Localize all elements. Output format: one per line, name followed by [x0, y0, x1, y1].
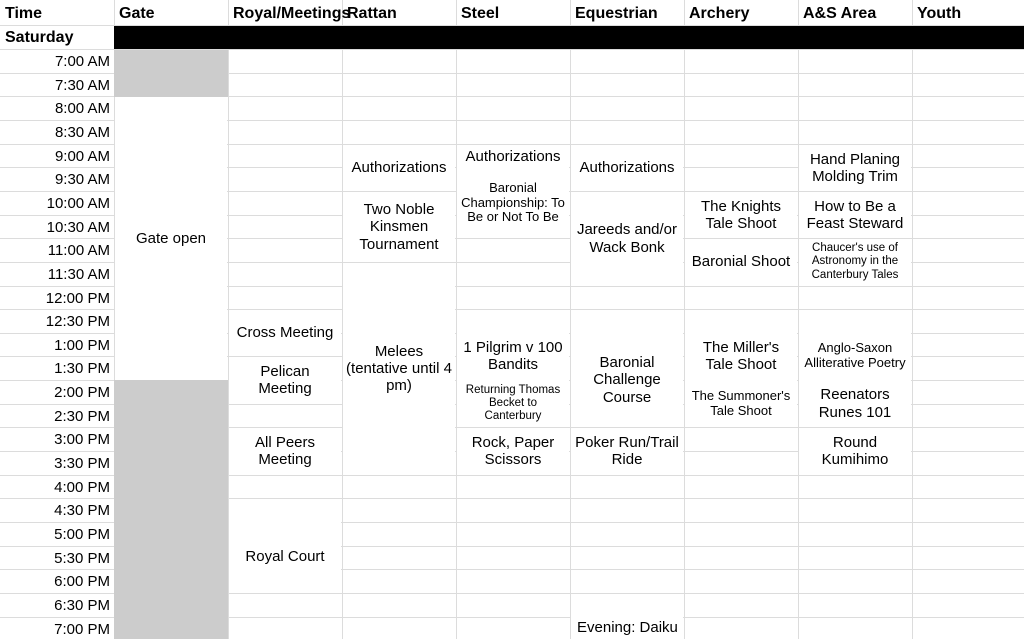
rock-paper-scissors-cell[interactable]: Rock, Paper Scissors — [457, 428, 569, 474]
day-label[interactable]: Saturday — [5, 29, 74, 46]
pilgrim-bandits-cell[interactable]: 1 Pilgrim v 100 Bandits — [457, 333, 569, 379]
time-label[interactable]: 9:30 AM — [54, 171, 110, 188]
royal-court-cell[interactable]: Royal Court — [229, 522, 341, 592]
time-label[interactable]: 11:00 AM — [47, 242, 110, 259]
steel-authorizations-cell[interactable]: Authorizations — [457, 145, 569, 168]
time-label[interactable]: 6:00 PM — [54, 573, 110, 590]
time-label[interactable]: 5:30 PM — [54, 550, 110, 567]
chaucer-astronomy-cell[interactable]: Chaucer's use of Astronomy in the Canterbury Tales — [799, 239, 911, 285]
time-label[interactable]: 9:00 AM — [54, 148, 110, 165]
jareeds-cell[interactable]: Jareeds and/or Wack Bonk — [571, 192, 683, 285]
time-label[interactable]: 2:30 PM — [54, 408, 110, 425]
round-kumihimo-cell[interactable]: Round Kumihimo — [799, 428, 911, 474]
baronial-challenge-cell[interactable]: Baronial Challenge Course — [571, 333, 683, 427]
header-as-area[interactable]: A&S Area — [803, 5, 877, 22]
time-label[interactable]: 3:00 PM — [54, 431, 110, 448]
time-label[interactable]: 12:00 PM — [45, 290, 110, 307]
returning-becket-cell[interactable]: Returning Thomas Becket to Canterbury — [457, 380, 569, 427]
time-label[interactable]: 7:00 PM — [54, 621, 110, 638]
header-gate[interactable]: Gate — [119, 5, 155, 22]
time-label[interactable]: 12:30 PM — [45, 313, 110, 330]
millers-tale-cell[interactable]: The Miller's Tale Shoot — [685, 333, 797, 379]
time-label[interactable]: 4:00 PM — [54, 479, 110, 496]
baronial-championship-cell[interactable]: Baronial Championship: To Be or Not To Be — [457, 168, 569, 238]
gate-closed-afternoon[interactable] — [114, 380, 228, 639]
anglo-saxon-cell[interactable]: Anglo-Saxon Alliterative Poetry — [799, 333, 911, 379]
time-label[interactable]: 1:30 PM — [54, 360, 110, 377]
pelican-meeting-cell[interactable]: Pelican Meeting — [229, 357, 341, 403]
gate-closed-morning[interactable] — [114, 50, 228, 97]
time-label[interactable]: 8:30 AM — [54, 124, 110, 141]
time-label[interactable]: 6:30 PM — [54, 597, 110, 614]
header-archery[interactable]: Archery — [689, 5, 750, 22]
header-youth[interactable]: Youth — [917, 5, 962, 22]
time-label[interactable]: 10:00 AM — [46, 195, 110, 212]
hand-planing-cell[interactable]: Hand Planing Molding Trim — [799, 145, 911, 191]
time-label[interactable]: 2:00 PM — [54, 384, 110, 401]
time-label[interactable]: 10:30 AM — [46, 219, 110, 236]
summoners-tale-cell[interactable]: The Summoner's Tale Shoot — [685, 380, 797, 427]
time-label[interactable]: 8:00 AM — [54, 100, 110, 117]
time-label[interactable]: 11:30 AM — [47, 266, 110, 283]
header-royal-meetings[interactable]: Royal/Meetings — [233, 5, 351, 22]
all-peers-meeting-cell[interactable]: All Peers Meeting — [229, 428, 341, 474]
time-label[interactable]: 4:30 PM — [54, 502, 110, 519]
poker-run-cell[interactable]: Poker Run/Trail Ride — [571, 428, 683, 474]
header-steel[interactable]: Steel — [461, 5, 500, 22]
header-equestrian[interactable]: Equestrian — [575, 5, 658, 22]
equestrian-authorizations-cell[interactable]: Authorizations — [571, 145, 683, 191]
header-time[interactable]: Time — [5, 5, 43, 22]
time-label[interactable]: 1:00 PM — [54, 337, 110, 354]
rattan-authorizations-cell[interactable]: Authorizations — [343, 145, 455, 191]
evening-daiku-cell[interactable]: Evening: Daiku — [571, 617, 683, 639]
reenators-runes-cell[interactable]: Reenators Runes 101 — [799, 380, 911, 427]
baronial-shoot-cell[interactable]: Baronial Shoot — [685, 239, 797, 285]
time-label[interactable]: 7:30 AM — [54, 77, 110, 94]
day-bar — [114, 26, 1024, 49]
gate-open-cell[interactable]: Gate open — [115, 98, 227, 380]
time-label[interactable]: 3:30 PM — [54, 455, 110, 472]
two-noble-kinsmen-cell[interactable]: Two Noble Kinsmen Tournament — [343, 192, 455, 262]
cross-meeting-cell[interactable]: Cross Meeting — [229, 310, 341, 356]
melees-cell[interactable]: Melees (tentative until 4 pm) — [343, 263, 455, 474]
time-label[interactable]: 5:00 PM — [54, 526, 110, 543]
time-label[interactable]: 7:00 AM — [54, 53, 110, 70]
feast-steward-cell[interactable]: How to Be a Feast Steward — [799, 192, 911, 238]
knights-tale-cell[interactable]: The Knights Tale Shoot — [685, 192, 797, 238]
header-rattan[interactable]: Rattan — [347, 5, 397, 22]
